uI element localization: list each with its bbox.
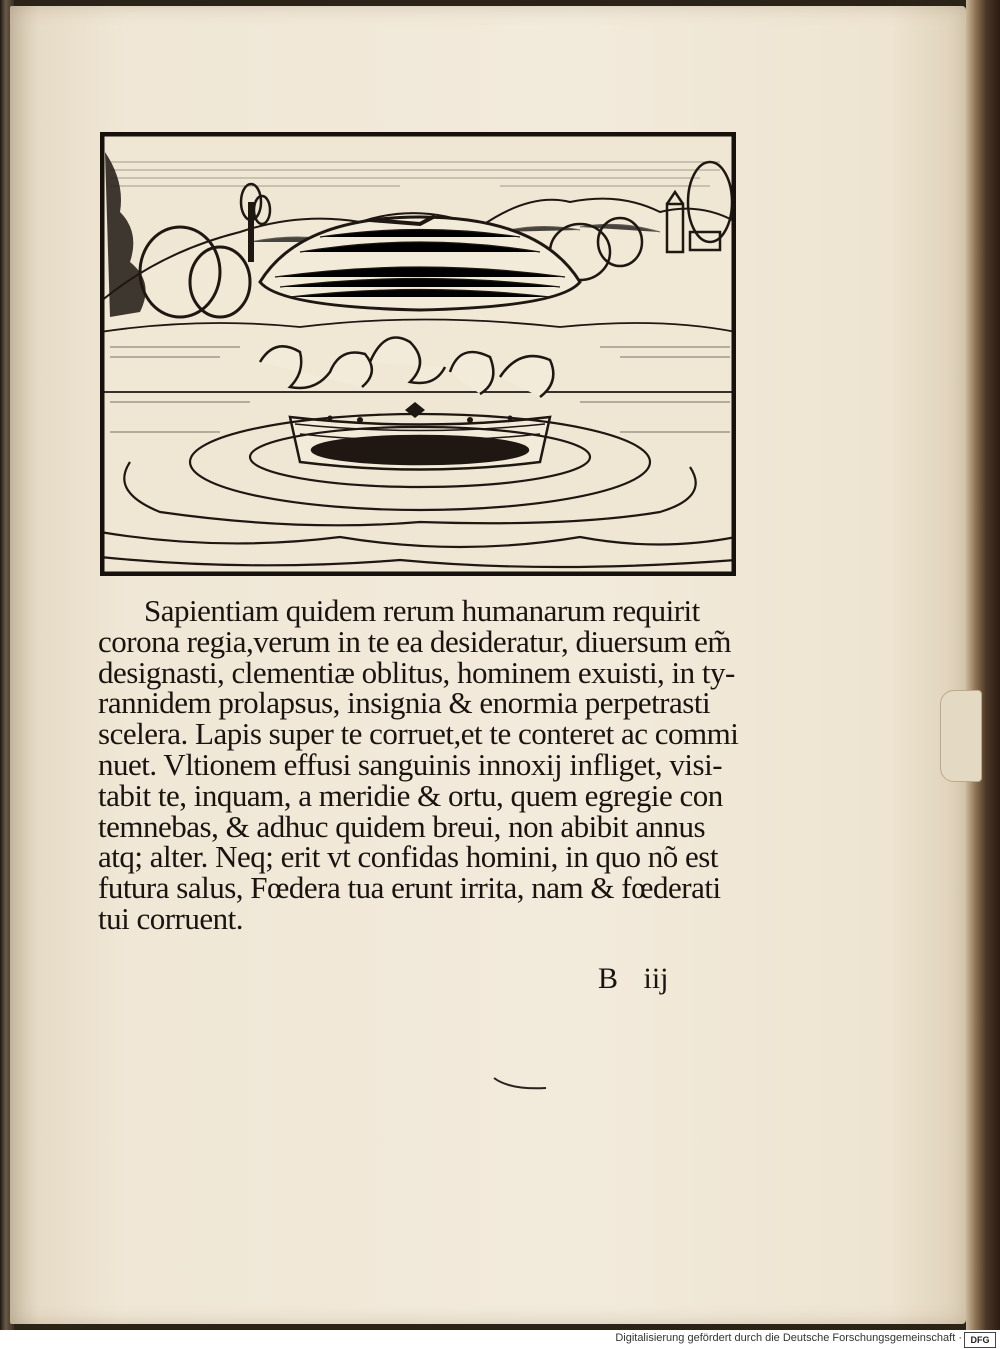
signature-mark: B iij <box>598 962 669 995</box>
text-line: atq; alter. Neq; erit vt confidas homini, in quo nõ est <box>98 839 718 875</box>
text-line: nuet. Vltionem effusi sanguinis innoxij infliget, visi- <box>98 746 723 782</box>
paper-tab <box>940 690 982 782</box>
ink-mark <box>492 1074 552 1098</box>
text-line: rannidem prolapsus, insignia & enormia perpetrasti <box>98 685 711 721</box>
dfg-logo-icon: DFG <box>964 1332 996 1348</box>
text-line: designasti, clementiæ oblitus, hominem exuisti, in ty- <box>98 654 735 690</box>
book-fore-edge <box>966 0 1000 1330</box>
body-text <box>98 593 768 936</box>
text-line: futura salus, Fœdera tua erunt irrita, nam & fœderati <box>98 870 721 906</box>
woodcut-illustration <box>100 132 736 576</box>
text-line: tabit te, inquam, a meridie & ortu, quem egregie con <box>98 777 723 813</box>
footer-bar <box>0 1330 1000 1349</box>
text-line: temnebas, & adhuc quidem breui, non abibit annus <box>98 808 706 844</box>
text-line: tui corruent. <box>98 900 244 936</box>
text-line: scelera. Lapis super te corruet,et te conteret ac commi <box>98 716 739 752</box>
text-line: Sapientiam quidem rerum humanarum requirit <box>144 593 700 628</box>
text-line: corona regia,verum in te ea desideratur, diuersum em̃ <box>98 623 731 659</box>
funding-credit: Digitalisierung gefördert durch die Deutsche Forschungsgemeinschaft · <box>615 1332 962 1344</box>
